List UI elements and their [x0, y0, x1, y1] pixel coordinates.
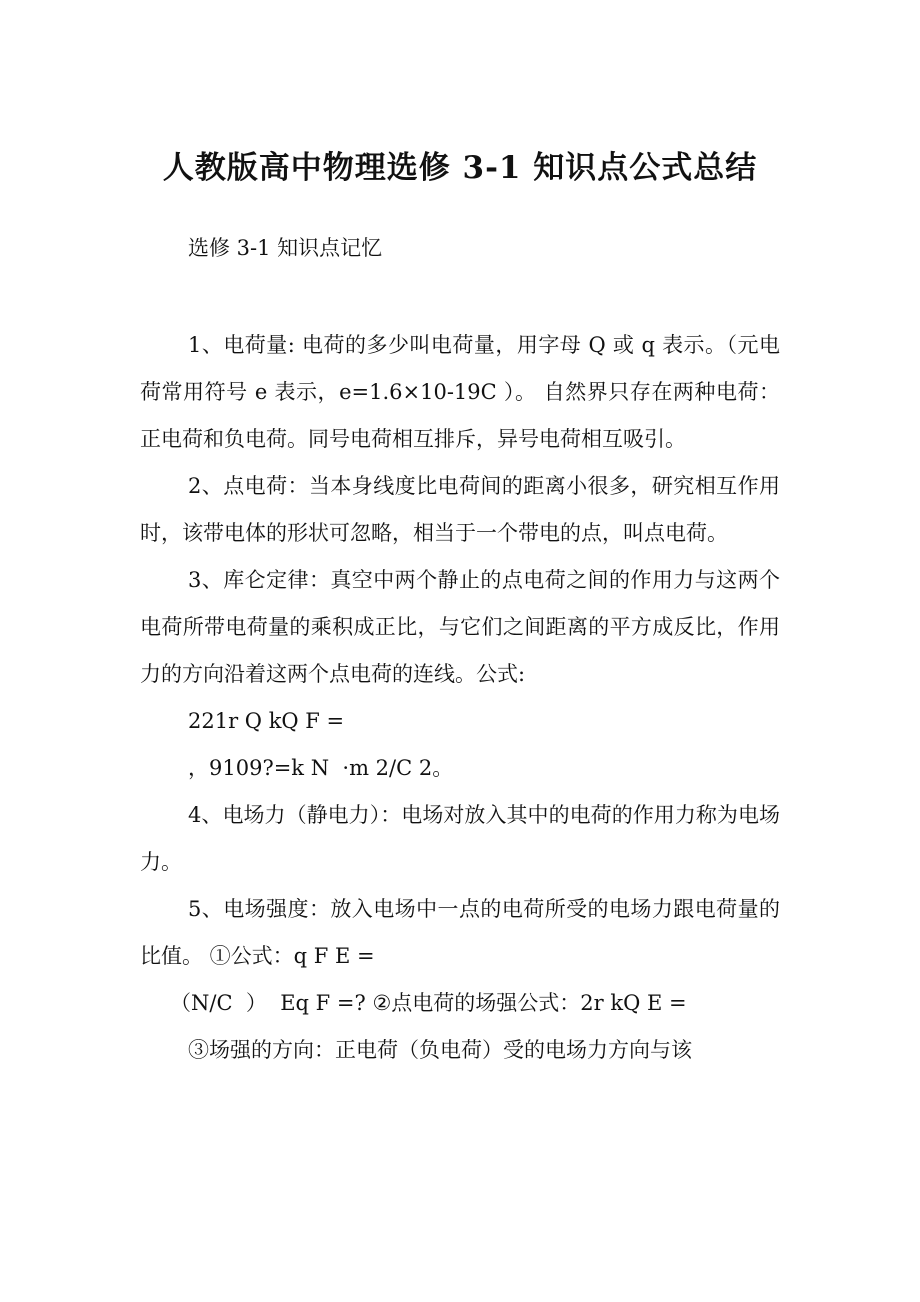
formula-field-strength: （N/C ） Eq F =? ②点电荷的场强公式：2r kQ E =: [170, 991, 687, 1015]
paragraph-point-charge: 2、点电荷：当本身线度比电荷间的距离小很多，研究相互作用时，该带电体的形状可忽略，相当于一个带电的点，叫点电荷。: [140, 474, 780, 545]
document-body: [140, 322, 780, 1074]
paragraph-field-strength: 5、电场强度：放入电场中一点的电荷所受的电场力跟电荷量的比值。 ①公式：q F E =: [140, 897, 780, 968]
paragraph-coulomb-law: 3、库仑定律：真空中两个静止的点电荷之间的作用力与这两个电荷所带电荷量的乘积成正比，与它们之间距离的平方成反比，作用力的方向沿着这两个点电荷的连线。公式:: [140, 568, 780, 686]
formula-coulomb: 221r Q kQ F =: [188, 709, 345, 733]
formula-constant: ，9109?=k N ·m 2/C 2。: [188, 756, 454, 780]
paragraph-electric-force: 4、电场力（静电力）：电场对放入其中的电荷的作用力称为电场力。: [140, 803, 780, 874]
paragraph-charge: 1、电荷量: 电荷的多少叫电荷量，用字母 Q 或 q 表示。（元电荷常用符号 e 表示，e=1.6×10-19C ）。 自然界只存在两种电荷：正电荷和负电荷。同号电荷相互排斥，异号电荷相互吸引。: [140, 333, 780, 451]
document-title: 人教版高中物理选修 3-1 知识点公式总结: [162, 150, 758, 186]
document-subtitle: 选修 3-1 知识点记忆: [188, 236, 383, 260]
paragraph-field-direction: ③场强的方向：正电荷（负电荷）受的电场力方向与该: [188, 1038, 692, 1062]
